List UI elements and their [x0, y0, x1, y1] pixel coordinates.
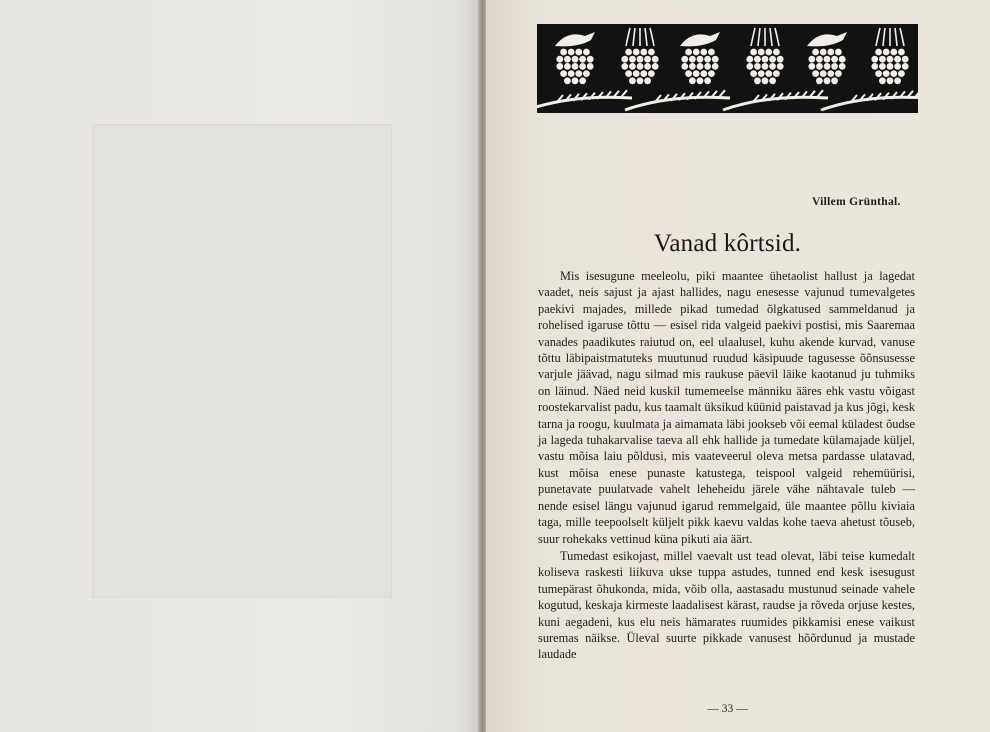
berry	[708, 70, 715, 77]
berry	[835, 70, 842, 77]
berry	[824, 77, 831, 84]
berry	[575, 49, 582, 56]
paragraph-1: Mis isesugune meeleolu, piki maantee ühetaolist hallust ja lagedat vaadet, neis sajust ja ajast hallides, nagu enesesse vajunud tumevalgetes paekivi majades, millede pikad tumedad õlgkatused sammeldanud ja rohelised igaruse tõttu — esisel rida valgeid paekivi postisi, mis Saaremaa vanades paadikutes raiutud on, eel ulaalusel, kuhu akende kurvad, vanuse tõttu läbipaistmatuteks muutunud ruudud käsipuude tagusesse õõnsusesse varjule jäävad, nagu silmad mis raukuse päevil läike kaotanud ju tuhmiks on läinud. Näed neid kuskil tumemeelse männiku ääres ehk vastu võigast roostekarvalist padu, kus taamalt üksikud küünid paistavad ja kus jõgi, kesk tarna ja roogu, kuulmata ja aimamata läbi jookseb või eemal küladest õudse ja lageda tuhakarvalise taeva all ehk hallide ja tumedate külamajade küljel, vastu mõisa laiu põldusi, mis vaateveerul oleva metsa pardasse ulatavad, kust mõisa enese punaste katustega, teispool valgeid rehemüürisi, punetavate puulatvade vahelt leheheidu järele vähe nähtavale tuleb — nende esisel längu vajunud igarud remmelgaid, üle maantee põllu kiviaia taga, mille teepoolselt küljelt pikk kaevu valdas kohe taeva ahetust tõuseb, suur rohekaks vettinud küna pikuti aia äärt.	[538, 269, 915, 546]
berry	[773, 49, 780, 56]
berry-stem	[900, 28, 904, 46]
berry	[875, 49, 882, 56]
berry	[689, 63, 696, 70]
berry	[894, 56, 901, 63]
berry	[640, 70, 647, 77]
berry	[808, 56, 815, 63]
berry	[839, 63, 846, 70]
berry	[750, 49, 757, 56]
berry	[887, 63, 894, 70]
berry	[890, 49, 897, 56]
berry	[579, 56, 586, 63]
berry	[871, 63, 878, 70]
berry	[587, 63, 594, 70]
berry	[879, 63, 886, 70]
berry	[902, 56, 909, 63]
berry	[568, 49, 575, 56]
berry	[769, 56, 776, 63]
berry	[816, 77, 823, 84]
berry	[890, 70, 897, 77]
berry	[887, 56, 894, 63]
berry	[839, 56, 846, 63]
berry	[637, 56, 644, 63]
berry	[637, 63, 644, 70]
paragraph-2: Tumedast esikojast, millel vaevalt ust tead olevat, läbi teise kumedalt koliseva raskesti liikuva ukse tuppa astudes, tunned end kesk isesugust tumepärast õhukonda, mida, võib olla, aastasadu mustunud seinade vahele kogutud, keskaja kirmeste laadalisest kärast, raudse ja rõveda orjuse kestes, kuni aegadeni, kus elu neis hämarates ruumides pikkamisi enese vaikust suremas näikse. Üleval suurte pikkade vanusest hõõrdunud ja mustade laudade	[538, 548, 915, 662]
berry	[831, 56, 838, 63]
berry	[681, 63, 688, 70]
berry	[746, 56, 753, 63]
berry	[685, 49, 692, 56]
berry	[560, 49, 567, 56]
berry-stem	[626, 28, 630, 46]
berry	[812, 49, 819, 56]
berry	[875, 70, 882, 77]
berry	[777, 56, 784, 63]
berry	[894, 63, 901, 70]
berry	[883, 70, 890, 77]
berry	[681, 56, 688, 63]
berry	[765, 49, 772, 56]
berry	[629, 77, 636, 84]
berry	[750, 70, 757, 77]
berry	[816, 63, 823, 70]
bird-shape	[680, 32, 720, 46]
berry	[704, 77, 711, 84]
berry	[685, 70, 692, 77]
berry-stem	[876, 28, 880, 46]
wheat-stalk	[723, 97, 828, 110]
berry-stem	[770, 28, 772, 46]
author-name: Villem Grünthal.	[812, 196, 901, 208]
wheat-stalk	[625, 97, 730, 110]
berry	[765, 70, 772, 77]
ornament-frieze	[537, 24, 918, 113]
berry-stem	[775, 28, 779, 46]
berry	[640, 49, 647, 56]
berry	[629, 63, 636, 70]
berry	[827, 70, 834, 77]
berry	[816, 56, 823, 63]
berry	[820, 49, 827, 56]
berry	[827, 49, 834, 56]
berry	[831, 63, 838, 70]
berry-stem	[758, 28, 760, 46]
berry	[762, 77, 769, 84]
berry	[704, 56, 711, 63]
berry	[583, 70, 590, 77]
berry	[579, 77, 586, 84]
berry	[754, 63, 761, 70]
berry	[644, 77, 651, 84]
wheat-stalk	[537, 97, 632, 110]
berry	[621, 56, 628, 63]
berry	[835, 49, 842, 56]
body-text	[538, 268, 915, 663]
berry	[758, 70, 765, 77]
berry	[560, 70, 567, 77]
berry	[769, 77, 776, 84]
berry	[587, 56, 594, 63]
berry	[824, 63, 831, 70]
berry	[773, 70, 780, 77]
berry	[883, 49, 890, 56]
berry	[575, 70, 582, 77]
berry	[693, 49, 700, 56]
berry	[652, 63, 659, 70]
berry	[572, 56, 579, 63]
bird-shape	[807, 32, 847, 46]
left-page	[0, 0, 480, 732]
berry	[648, 49, 655, 56]
berry-stem	[650, 28, 654, 46]
berry	[708, 49, 715, 56]
berry-stem	[645, 28, 647, 46]
berry	[572, 63, 579, 70]
berry	[564, 63, 571, 70]
berry	[564, 56, 571, 63]
berry	[644, 56, 651, 63]
berry	[762, 56, 769, 63]
berry	[689, 77, 696, 84]
berry	[633, 70, 640, 77]
berry	[568, 70, 575, 77]
berry	[556, 63, 563, 70]
berry	[697, 63, 704, 70]
berry	[824, 56, 831, 63]
berry	[644, 63, 651, 70]
berry	[758, 49, 765, 56]
berry	[625, 70, 632, 77]
berry	[746, 63, 753, 70]
berry	[700, 49, 707, 56]
berry	[572, 77, 579, 84]
berry	[871, 56, 878, 63]
berry-stem	[895, 28, 897, 46]
berry	[887, 77, 894, 84]
berry	[579, 63, 586, 70]
berry	[879, 77, 886, 84]
berry	[808, 63, 815, 70]
berry	[556, 56, 563, 63]
berry	[769, 63, 776, 70]
berry-stem	[751, 28, 755, 46]
bird-shape	[555, 32, 595, 46]
berry	[697, 56, 704, 63]
ornament-frieze-icon	[537, 24, 918, 113]
berry	[621, 63, 628, 70]
berry	[697, 77, 704, 84]
berry	[898, 49, 905, 56]
berry	[648, 70, 655, 77]
berry	[831, 77, 838, 84]
berry-stem	[633, 28, 635, 46]
berry-stem	[883, 28, 885, 46]
berry	[629, 56, 636, 63]
berry	[712, 56, 719, 63]
page-number: — 33 —	[707, 703, 748, 715]
blank-plate-area	[92, 124, 392, 598]
berry	[637, 77, 644, 84]
berry	[879, 56, 886, 63]
berry	[652, 56, 659, 63]
berry	[633, 49, 640, 56]
berry	[902, 63, 909, 70]
berry	[712, 63, 719, 70]
berry	[762, 63, 769, 70]
berry	[625, 49, 632, 56]
berry	[704, 63, 711, 70]
berry	[777, 63, 784, 70]
berry	[754, 77, 761, 84]
berry	[583, 49, 590, 56]
berry	[564, 77, 571, 84]
berry	[693, 70, 700, 77]
berry	[820, 70, 827, 77]
berry	[898, 70, 905, 77]
berry	[700, 70, 707, 77]
chapter-title: Vanad kôrtsid.	[653, 230, 802, 257]
berry	[689, 56, 696, 63]
berry	[812, 70, 819, 77]
berry	[894, 77, 901, 84]
berry	[754, 56, 761, 63]
